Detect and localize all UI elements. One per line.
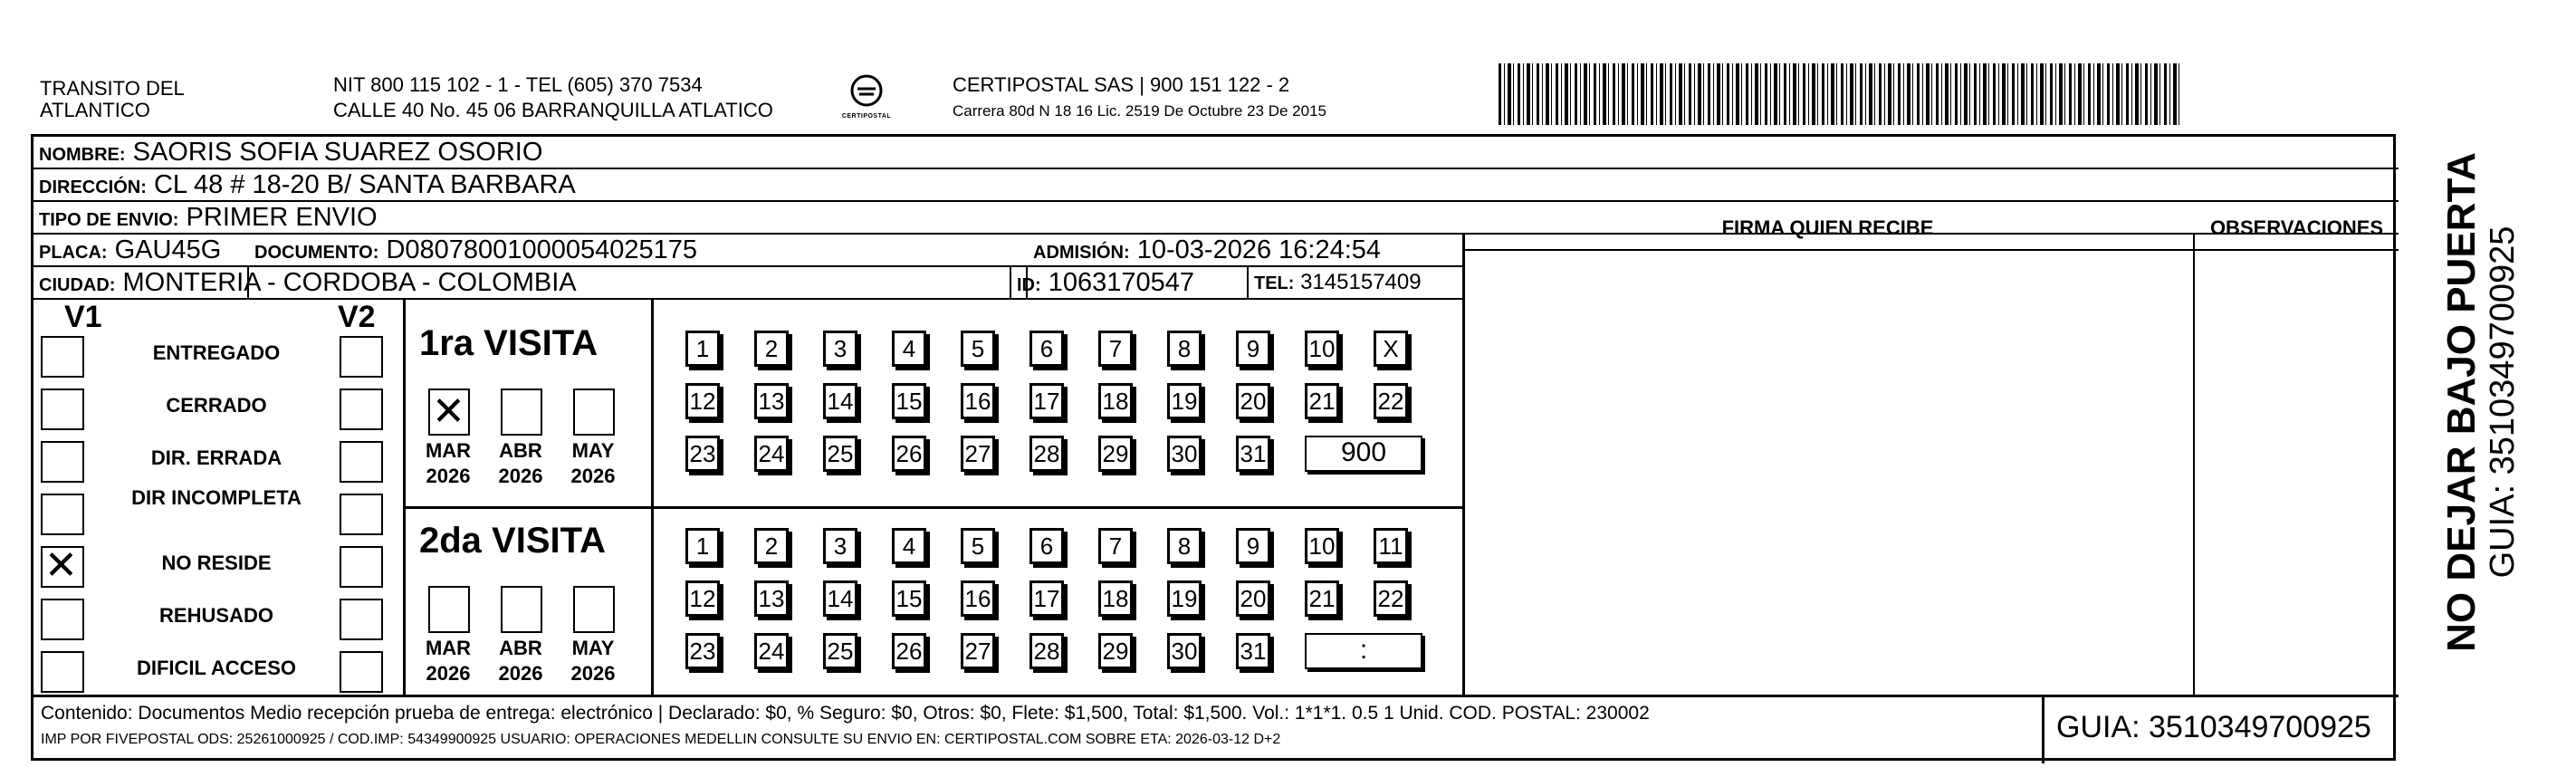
nombre-value: SAORIS SOFIA SUAREZ OSORIO [132,138,543,167]
day-box[interactable]: 14 [823,580,857,617]
day-box[interactable]: 26 [892,633,926,669]
id-label: ID: [1017,275,1041,295]
v1-checkbox[interactable] [41,388,84,430]
v1-checkbox[interactable] [41,542,84,589]
logo-text: CERTIPOSTAL [841,113,892,120]
footer-print-info: IMP POR FIVEPOSTAL ODS: 25261000925 / COD.IMP: 54349900925 USUARIO: OPERACIONES MEDELLIN CONSULTE SU ENVIO EN: CERTIPOSTAL.COM SOBRE ETA: 2026-03-12 D+2 [41,732,1281,747]
day-box[interactable]: 30 [1167,436,1202,472]
tel-value: 3145157409 [1300,270,1422,294]
day-box[interactable]: 24 [754,633,789,669]
day-box[interactable]: 9 [1236,331,1270,367]
day-box[interactable]: 4 [892,528,926,564]
day-box[interactable]: 15 [892,383,926,419]
day-box[interactable]: 19 [1167,580,1202,617]
day-box[interactable]: 1 [685,331,720,367]
month-label: MAY [571,637,615,659]
id-value: 1063170547 [1048,268,1195,297]
placa-cell [39,235,221,268]
id-cell [1017,267,1194,301]
year-label: 2026 [498,465,543,487]
tel-label: TEL: [1254,273,1295,293]
day-box[interactable]: 21 [1305,580,1339,617]
day-box[interactable]: 29 [1098,633,1133,669]
v2-checkbox[interactable] [340,494,383,535]
day-box[interactable]: 5 [961,331,995,367]
sender-nit: NIT 800 115 102 - 1 - TEL (605) 370 7534 [333,73,703,96]
x-mark-icon: ✕ [44,542,78,589]
documento-label: DOCUMENTO: [254,243,379,263]
day-box[interactable]: 28 [1029,633,1064,669]
courier-name: CERTIPOSTAL SAS | 900 151 122 - 2 [953,73,1290,96]
day-box[interactable]: 9 [1236,528,1270,564]
status-label: REHUSADO [159,604,273,627]
visit2-title: 2da VISITA [419,521,606,561]
day-box[interactable]: 30 [1167,633,1202,669]
day-box[interactable]: 18 [1098,580,1133,617]
sender-address: CALLE 40 No. 45 06 BARRANQUILLA ATLATICO [333,99,773,121]
admision-cell [1033,235,1381,268]
side-no-dejar: NO DEJAR BAJO PUERTA [2439,152,2484,652]
day-box[interactable]: 31 [1236,436,1270,472]
day-box[interactable]: 23 [685,633,720,669]
day-box[interactable]: 29 [1098,436,1133,472]
day-box[interactable]: 16 [961,383,995,419]
day-box[interactable]: 31 [1236,633,1270,669]
ciudad-cell [39,267,577,301]
tel-cell [1254,267,1422,299]
day-box[interactable]: 13 [754,383,789,419]
day-box[interactable]: 27 [961,633,995,669]
v2-checkbox[interactable] [340,651,383,693]
logo-icon [848,72,885,109]
documento-value: D08078001000054025175 [386,235,697,264]
year-label: 2026 [498,662,543,685]
year-label: 2026 [570,465,616,487]
day-box[interactable]: 24 [754,436,789,472]
v2-checkbox[interactable] [340,336,383,378]
month-checkbox[interactable] [501,388,542,436]
day-box[interactable]: 4 [892,331,926,367]
status-label: ENTREGADO [152,341,281,364]
day-box[interactable]: 12 [685,383,720,419]
day-box[interactable]: 6 [1029,528,1064,564]
month-checkbox[interactable] [573,586,615,633]
day-box[interactable]: 5 [961,528,995,564]
firma-header: FIRMA QUIEN RECIBE [1721,216,1934,239]
v1-label: V1 [64,300,102,334]
time-box[interactable]: : [1305,633,1422,669]
day-box[interactable]: 27 [961,436,995,472]
month-checkbox[interactable] [428,388,470,436]
month-label: ABR [499,439,542,462]
v2-checkbox[interactable] [340,546,383,588]
month-label: ABR [499,637,542,659]
time-box[interactable]: 900 [1305,436,1422,472]
v2-label: V2 [338,300,376,334]
day-box[interactable]: 17 [1029,383,1064,419]
documento-cell [254,235,697,268]
courier-license: Carrera 80d N 18 16 Lic. 2519 De Octubre 23 De 2015 [953,102,1326,120]
day-box[interactable]: 13 [754,580,789,617]
delivery-form [31,134,2396,761]
day-box[interactable]: 19 [1167,383,1202,419]
v1-checkbox[interactable] [41,651,84,693]
day-box[interactable]: 17 [1029,580,1064,617]
tipo-label: TIPO DE ENVIO: [39,210,179,230]
v2-checkbox[interactable] [340,599,383,640]
status-label: CERRADO [166,394,267,417]
footer-guia: GUIA: 3510349700925 [2056,710,2371,744]
status-label: NO RESIDE [161,552,272,574]
year-label: 2026 [570,662,616,685]
admision-label: ADMISIÓN: [1033,243,1130,263]
day-box[interactable]: 25 [823,633,857,669]
v1-checkbox[interactable] [41,336,84,378]
tipo-value: PRIMER ENVIO [186,203,378,232]
day-box[interactable]: 11 [1374,528,1408,564]
month-label: MAY [571,439,615,462]
day-box[interactable]: 2 [754,331,789,367]
ciudad-value: MONTERIA - CORDOBA - COLOMBIA [122,268,577,297]
direccion-row [39,169,576,203]
side-notice [2440,152,2522,652]
day-box[interactable]: 2 [754,528,789,564]
day-box[interactable]: X [1374,331,1408,367]
year-label: 2026 [426,465,471,487]
v2-checkbox[interactable] [340,388,383,430]
status-label: DIFICIL ACCESO [136,657,296,679]
direccion-label: DIRECCIÓN: [39,177,147,197]
month-checkbox[interactable] [501,586,542,633]
x-mark-icon: ✕ [432,388,465,435]
day-box[interactable]: 1 [685,528,720,564]
sender-name: TRANSITO DEL ATLANTICO [40,77,185,121]
barcode [1499,63,2182,125]
day-box[interactable]: 10 [1305,528,1339,564]
day-box[interactable]: 3 [823,528,857,564]
day-box[interactable]: 10 [1305,331,1339,367]
day-box[interactable]: 26 [892,436,926,472]
v1-checkbox[interactable] [41,599,84,640]
observaciones-header: OBSERVACIONES [2209,216,2384,239]
day-box[interactable]: 22 [1374,580,1408,617]
month-label: MAR [425,439,472,462]
day-box[interactable]: 7 [1098,331,1133,367]
day-box[interactable]: 21 [1305,383,1339,419]
footer-content: Contenido: Documentos Medio recepción prueba de entrega: electrónico | Declarado: $0, % Seguro: $0, Otros: $0, Flete: $1,500, Total: $1,500. Vol.: 1*1*1. 0.5 1 Unid. COD. POSTAL: 230002 [41,703,1650,724]
visit1-title: 1ra VISITA [419,323,599,363]
day-box[interactable]: 8 [1167,528,1202,564]
month-checkbox[interactable] [428,586,470,633]
side-guia: GUIA: 3510349700925 [2484,225,2522,579]
month-checkbox[interactable] [573,388,615,436]
direccion-value: CL 48 # 18-20 B/ SANTA BARBARA [153,170,576,199]
day-box[interactable]: 20 [1236,580,1270,617]
placa-value: GAU45G [114,235,222,264]
v1-checkbox[interactable] [41,441,84,483]
day-box[interactable]: 8 [1167,331,1202,367]
day-box[interactable]: 22 [1374,383,1408,419]
day-box[interactable]: 15 [892,580,926,617]
v1-checkbox[interactable] [41,494,84,535]
v2-checkbox[interactable] [340,441,383,483]
ciudad-label: CIUDAD: [39,275,116,295]
day-box[interactable]: 6 [1029,331,1064,367]
day-box[interactable]: 14 [823,383,857,419]
month-label: MAR [425,637,472,659]
nombre-row [39,137,542,170]
day-box[interactable]: 25 [823,436,857,472]
placa-label: PLACA: [39,243,108,263]
day-box[interactable]: 7 [1098,528,1133,564]
certipostal-logo [835,72,898,120]
tipo-row [39,202,378,235]
year-label: 2026 [426,662,471,685]
admision-value: 10-03-2026 16:24:54 [1136,235,1382,264]
day-box[interactable]: 23 [685,436,720,472]
day-box[interactable]: 28 [1029,436,1064,472]
status-label: DIR. ERRADA [150,446,282,469]
nombre-label: NOMBRE: [39,145,126,165]
day-box[interactable]: 20 [1236,383,1270,419]
day-box[interactable]: 18 [1098,383,1133,419]
status-label: DIR INCOMPLETA [131,486,302,509]
day-box[interactable]: 3 [823,331,857,367]
day-box[interactable]: 16 [961,580,995,617]
day-box[interactable]: 12 [685,580,720,617]
